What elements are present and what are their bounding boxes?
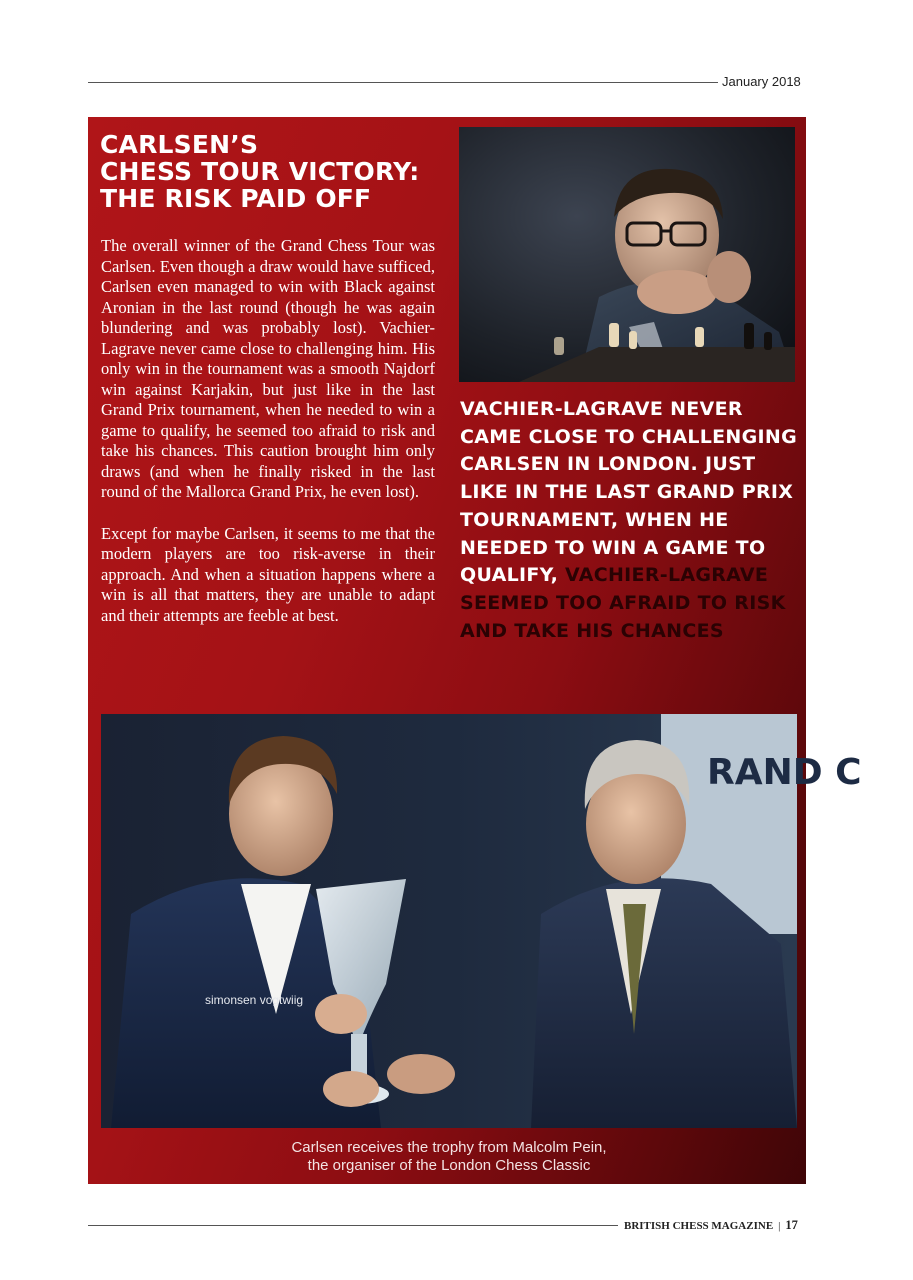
- issue-date: January 2018: [722, 74, 801, 89]
- backdrop-text: RAND C: [707, 752, 862, 793]
- pull-quote-dark: VACHIER-LAGRAVE SEEMED TOO AFRAID TO RISK AND TAKE HIS CHANCES: [460, 564, 786, 642]
- body-paragraph: The overall winner of the Grand Chess Tour was Carlsen. Even though a draw would have sufficed, Carlsen even managed to win with Black against Aronian in the last round (though he was again blundering and was probably lost). Vachier-Lagrave never came close to challenging him. His only win in the tournament was a smooth Najdorf win against Karjakin, but just like in the last Grand Prix tournament, when he needed to win a game to qualify, he seemed too afraid to risk and take his chances. This caution brought him only draws (and when he finally risked in the last round of the Mallorca Grand Prix, he even lost).: [101, 236, 435, 501]
- headline-line: CHESS TOUR VICTORY:: [100, 157, 420, 186]
- page-footer: [624, 1218, 798, 1233]
- page-number: 17: [785, 1218, 798, 1232]
- body-paragraph: Except for maybe Carlsen, it seems to me that the modern players are too risk-averse in their approach. And when a situation happens where a win is all that matters, they are unable to adapt and their attempts are feeble at best.: [101, 523, 435, 625]
- article-body: [101, 236, 435, 647]
- caption-line: Carlsen receives the trophy from Malcolm Pein,: [291, 1139, 607, 1156]
- photo-caption: [101, 1139, 797, 1175]
- headline-line: THE RISK PAID OFF: [100, 184, 372, 213]
- header-rule: [88, 82, 718, 83]
- footer-rule: [88, 1225, 618, 1226]
- article-headline: [100, 131, 450, 212]
- pull-quote-white: VACHIER-LAGRAVE NEVER CAME CLOSE TO CHALLENGING CARLSEN IN LONDON. JUST LIKE IN THE LAST GRAND PRIX TOURNAMENT, WHEN HE NEEDED TO WIN A GAME TO QUALIFY,: [460, 398, 797, 587]
- photo-vachier-lagrave: [459, 127, 795, 382]
- magazine-name: BRITISH CHESS MAGAZINE: [624, 1220, 774, 1232]
- photo-trophy-presentation: [101, 714, 862, 1128]
- footer-separator: |: [778, 1220, 781, 1232]
- pull-quote: [460, 396, 800, 645]
- caption-line: the organiser of the London Chess Classic: [307, 1157, 591, 1174]
- headline-line: CARLSEN’S: [100, 130, 259, 159]
- jacket-logo: simonsen vogtwiig: [205, 993, 304, 1007]
